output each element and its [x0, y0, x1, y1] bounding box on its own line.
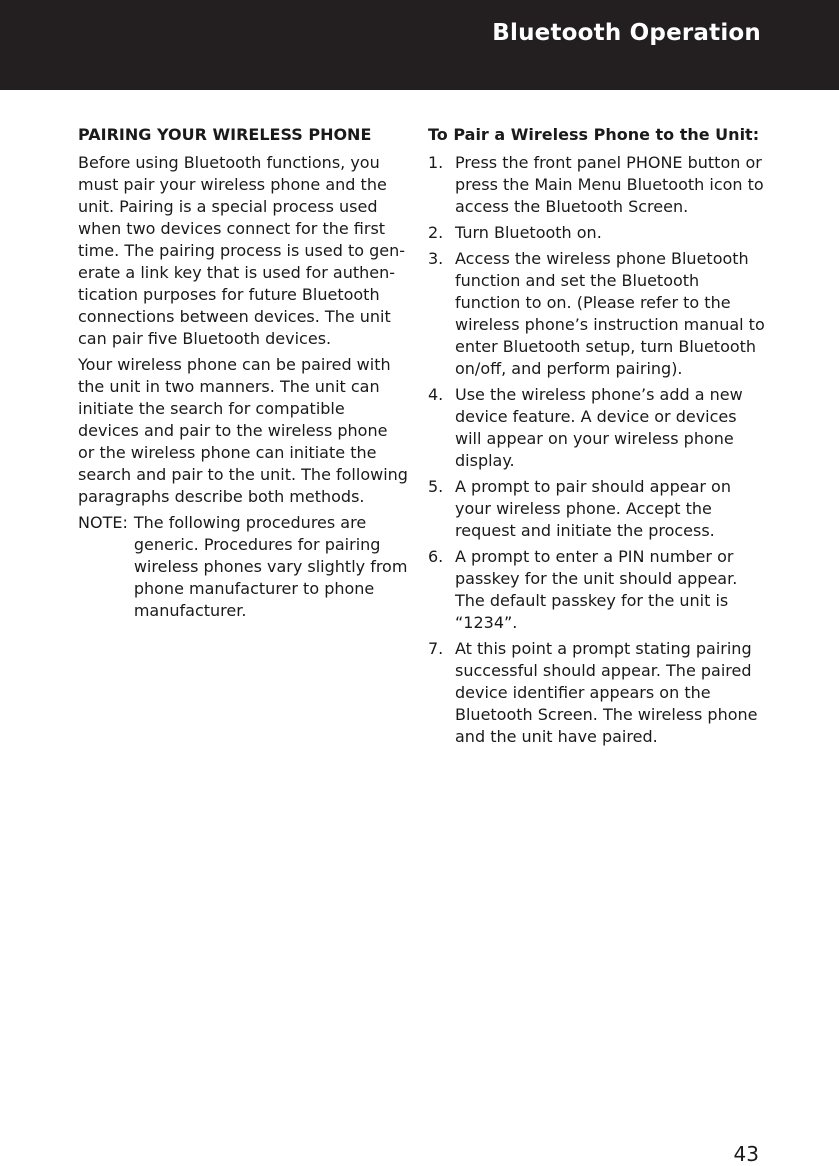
step-text: At this point a prompt stating pairing successful should appear. The paired device identifier appears on the Bluetooth Screen. The wireless phone and the unit have paired. — [455, 639, 758, 746]
list-item — [428, 152, 766, 218]
page-number: 43 — [733, 1142, 759, 1166]
pairing-steps-list — [428, 152, 766, 748]
step-text: A prompt to enter a PIN number or passkey for the unit should appear. The default passkey for the unit is “1234”. — [455, 547, 738, 632]
step-text: Use the wireless phone’s add a new device feature. A device or devices will appear on your wireless phone display. — [455, 385, 743, 470]
list-item — [428, 248, 766, 380]
list-item — [428, 222, 766, 244]
step-text: Turn Bluetooth on. — [455, 223, 602, 242]
pairing-heading: PAIRING YOUR WIRELESS PHONE — [78, 125, 372, 144]
step-number: 3. — [428, 249, 444, 268]
list-item — [428, 638, 766, 748]
list-item — [428, 476, 766, 542]
step-number: 6. — [428, 547, 444, 566]
methods-paragraph: Your wireless phone can be paired with the unit in two manners. The unit can initiate the search for compatible devices and pair to the wireless phone or the wireless phone can initiate the search and pair to the unit. The following paragraphs describe both methods. — [78, 355, 408, 506]
intro-paragraph: Before using Bluetooth functions, you must pair your wireless phone and the unit. Pairing is a special process used when two devices connect for the first time. The pairing process is used to gen-erate a link key that is used for authen-tication purposes for future Bluetooth connections between devices. The unit can pair five Bluetooth devices. — [78, 153, 406, 348]
procedure-heading: To Pair a Wireless Phone to the Unit: — [428, 125, 760, 144]
step-text: A prompt to pair should appear on your wireless phone. Accept the request and initiate the process. — [455, 477, 731, 540]
note-text: The following procedures are generic. Procedures for pairing wireless phones vary slightly from phone manufacturer to phone manufacturer. — [133, 513, 408, 620]
step-number: 4. — [428, 385, 444, 404]
note-label: NOTE: — [78, 513, 128, 532]
left-column — [78, 124, 408, 622]
step-text: Press the front panel PHONE button or press the Main Menu Bluetooth icon to access the Bluetooth Screen. — [455, 153, 764, 216]
step-number: 7. — [428, 639, 444, 658]
section-title: Bluetooth Operation — [492, 20, 761, 46]
list-item — [428, 546, 766, 634]
step-number: 2. — [428, 223, 444, 242]
list-item — [428, 384, 766, 472]
right-column — [428, 124, 766, 752]
header-bar — [0, 0, 839, 90]
step-number: 1. — [428, 153, 444, 172]
note-block — [78, 512, 408, 622]
step-number: 5. — [428, 477, 444, 496]
step-text: Access the wireless phone Bluetooth function and set the Bluetooth function to on. (Please refer to the wireless phone’s instruction manual to enter Bluetooth setup, turn Bluetooth on/off, and perform pairing). — [455, 249, 765, 378]
